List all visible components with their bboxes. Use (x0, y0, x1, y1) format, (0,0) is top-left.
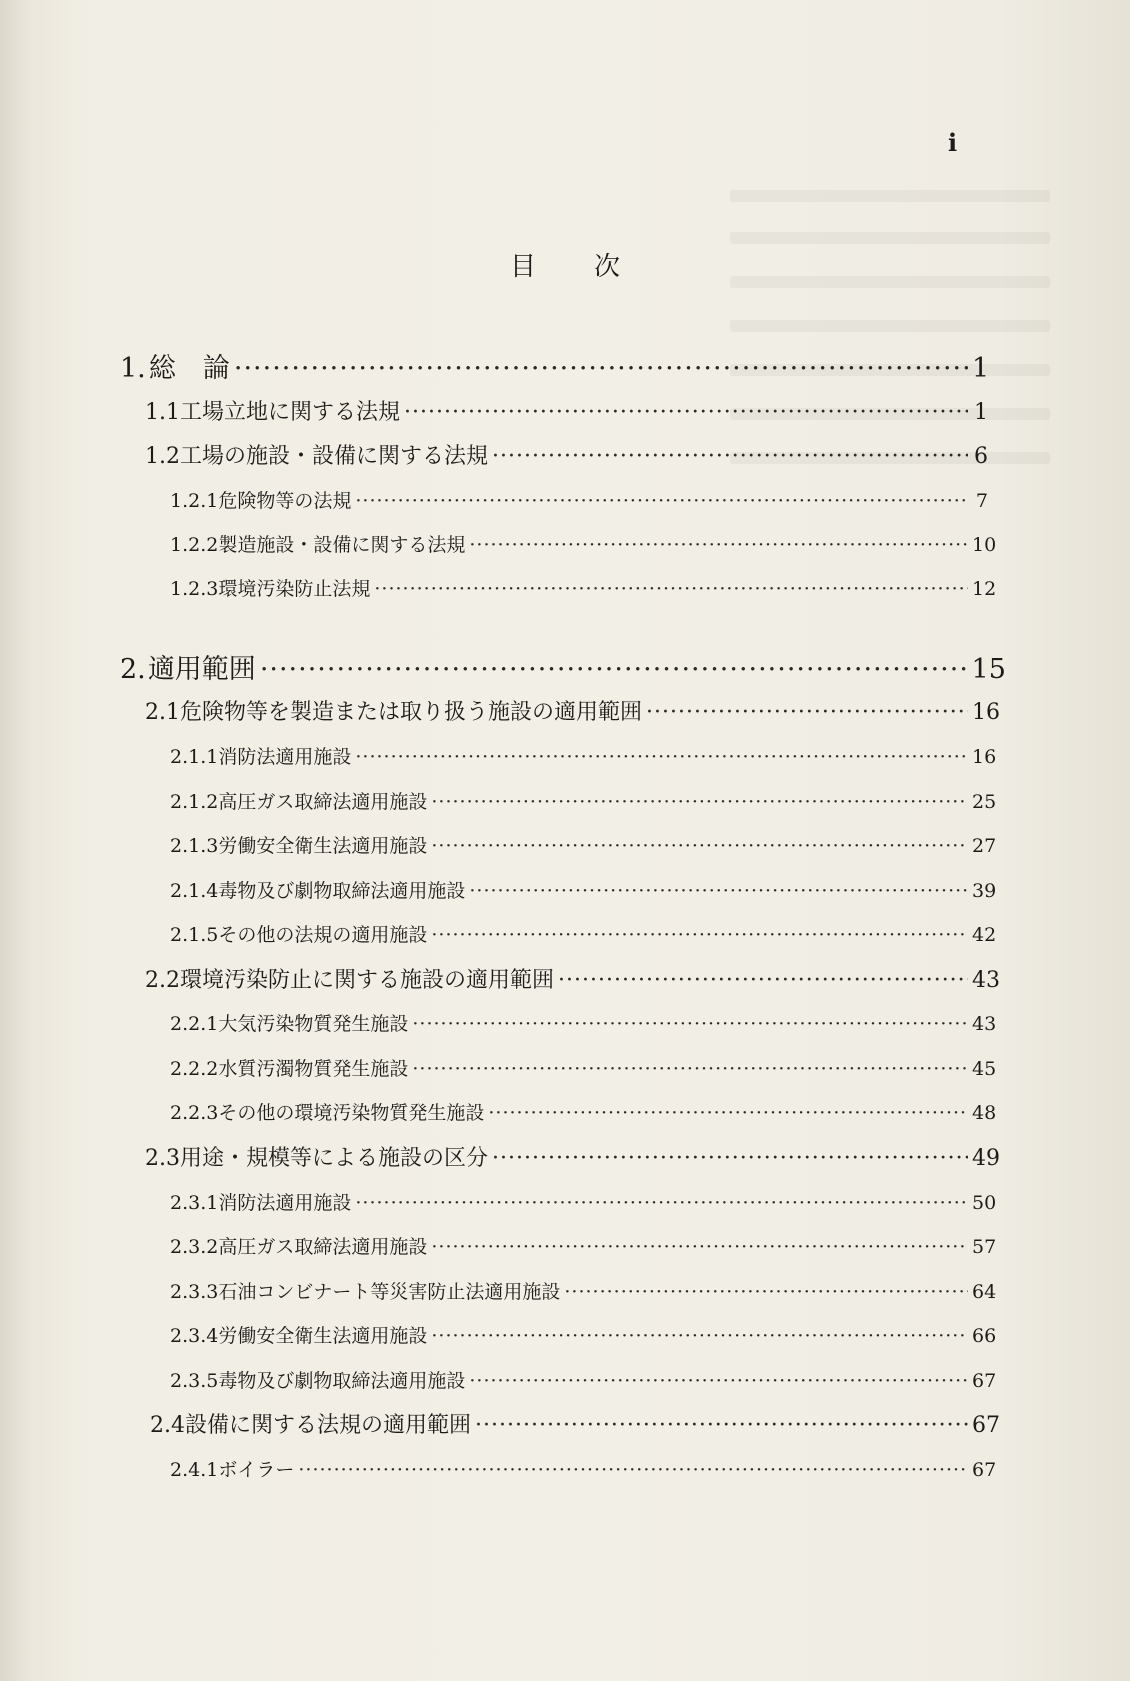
toc-entry[interactable] (145, 1141, 1000, 1172)
toc-entry-page: 42 (972, 924, 997, 946)
dot-leader (412, 1058, 968, 1080)
toc-entry-title: 石油コンビナート等災害防止法適用施設 (218, 1281, 561, 1303)
toc-entry-title: 用途・規模等による施設の区分 (180, 1146, 489, 1171)
dot-leader (355, 490, 968, 512)
toc-entry[interactable] (170, 787, 997, 814)
toc-entry-number: 2.1.2 (170, 791, 219, 813)
toc-entry-number: 1.2.3 (170, 578, 219, 600)
toc-entry-page: 57 (972, 1236, 997, 1258)
toc-entry-number: 1.2.2 (170, 534, 219, 556)
dot-leader (564, 1281, 968, 1303)
toc-entry[interactable] (170, 574, 997, 601)
dot-leader (488, 1102, 968, 1124)
toc-entry-number: 2.4.1 (170, 1459, 219, 1481)
dot-leader (475, 1413, 968, 1438)
dot-leader (558, 968, 968, 993)
dot-leader (374, 578, 968, 600)
toc-entry-page: 48 (972, 1102, 997, 1124)
toc-entry-title: 大気汚染物質発生施設 (218, 1013, 409, 1035)
toc-entry-page: 1 (972, 353, 990, 384)
toc-entry-number: 2.2 (145, 968, 180, 993)
dot-leader (469, 534, 968, 556)
toc-entry-number: 2.3.5 (170, 1370, 219, 1392)
toc-entry-page: 49 (972, 1146, 1000, 1171)
dot-leader (431, 835, 968, 857)
toc-entry-number: 1.1 (145, 400, 180, 425)
toc-entry[interactable] (170, 876, 997, 903)
toc-entry-number: 2.3.1 (170, 1192, 219, 1214)
toc-entry-title: 労働安全衛生法適用施設 (218, 835, 428, 857)
toc-entry-page: 64 (972, 1281, 997, 1303)
toc-entry[interactable] (170, 1277, 997, 1304)
toc-entry[interactable] (170, 1009, 997, 1036)
toc-entry-page: 27 (972, 835, 997, 857)
toc-entry[interactable] (170, 1098, 997, 1125)
toc-entry[interactable] (145, 695, 1000, 726)
toc-entry[interactable] (145, 439, 988, 470)
toc-entry-title: 工場の施設・設備に関する法規 (180, 444, 489, 469)
toc-entry-number: 2.1.1 (170, 746, 219, 768)
toc-entry-page: 25 (972, 791, 997, 813)
toc-entry-title: その他の環境汚染物質発生施設 (218, 1102, 485, 1124)
toc-entry[interactable] (170, 486, 988, 513)
toc-entry[interactable] (170, 1188, 997, 1215)
dot-leader (355, 1192, 968, 1214)
toc-entry-title: 総 論 (148, 353, 230, 384)
toc-entry-title: 危険物等を製造または取り扱う施設の適用範囲 (180, 700, 643, 725)
toc-entry-number: 2.2.3 (170, 1102, 219, 1124)
toc-entry-title: その他の法規の適用施設 (218, 924, 428, 946)
toc-entry[interactable] (170, 742, 997, 769)
toc-entry-title: 水質汚濁物質発生施設 (218, 1058, 409, 1080)
toc-entry[interactable] (150, 1408, 1000, 1439)
toc-entry-page: 12 (972, 578, 997, 600)
dot-leader (404, 400, 968, 425)
toc-entry-title: 高圧ガス取締法適用施設 (218, 1236, 428, 1258)
toc-entry-number: 2.4 (150, 1413, 185, 1438)
toc-entry[interactable] (145, 963, 1000, 994)
toc-entry-title: 危険物等の法規 (218, 490, 352, 512)
dot-leader (492, 1146, 968, 1171)
page-number: i (948, 128, 958, 157)
toc-entry-page: 16 (972, 700, 1000, 725)
toc-entry-number: 2.1.3 (170, 835, 219, 857)
toc-entry-number: 1.2.1 (170, 490, 219, 512)
dot-leader (431, 1236, 968, 1258)
dot-leader (431, 1325, 968, 1347)
dot-leader (469, 1370, 968, 1392)
toc-entry-page: 67 (972, 1413, 1000, 1438)
toc-entry-title: 工場立地に関する法規 (180, 400, 401, 425)
toc-entry[interactable] (170, 1366, 997, 1393)
toc-title: 目次 (509, 252, 678, 282)
toc-entry-page: 7 (975, 490, 988, 512)
toc-entry-title: 環境汚染防止に関する施設の適用範囲 (180, 968, 555, 993)
toc-entry-number: 2.1.5 (170, 924, 219, 946)
toc-entry-number: 1. (120, 353, 146, 384)
dot-leader (431, 924, 968, 946)
toc-entry[interactable] (170, 1455, 997, 1482)
toc-entry-number: 2.3.3 (170, 1281, 219, 1303)
toc-entry-page: 43 (972, 968, 1000, 993)
dot-leader (431, 791, 968, 813)
toc-entry-title: 消防法適用施設 (218, 1192, 352, 1214)
toc-entry-title: 労働安全衛生法適用施設 (218, 1325, 428, 1347)
dot-leader (646, 700, 968, 725)
toc-entry-number: 2.1 (145, 700, 180, 725)
toc-entry[interactable] (170, 1321, 997, 1348)
toc-entry-page: 16 (972, 746, 997, 768)
dot-leader (355, 746, 968, 768)
dot-leader (469, 880, 968, 902)
toc-entry[interactable] (170, 1054, 997, 1081)
toc-entry[interactable] (170, 1232, 997, 1259)
toc-entry-title: ボイラー (218, 1459, 295, 1481)
toc-entry[interactable] (170, 831, 997, 858)
toc-entry-number: 1.2 (145, 444, 180, 469)
toc-entry-title: 毒物及び劇物取締法適用施設 (218, 1370, 466, 1392)
toc-entry-number: 2.3 (145, 1146, 180, 1171)
toc-entry-title: 高圧ガス取締法適用施設 (218, 791, 428, 813)
toc-entry-title: 毒物及び劇物取締法適用施設 (218, 880, 466, 902)
toc-entry-number: 2. (120, 654, 146, 685)
toc-entry[interactable] (145, 395, 988, 426)
toc-entry-title: 環境汚染防止法規 (218, 578, 371, 600)
dot-leader (234, 353, 968, 384)
dot-leader (412, 1013, 968, 1035)
toc-entry-page: 10 (972, 534, 997, 556)
toc-entry-page: 50 (972, 1192, 997, 1214)
toc-entry-number: 2.2.1 (170, 1013, 219, 1035)
toc-entry-title: 消防法適用施設 (218, 746, 352, 768)
toc-entry-page: 67 (972, 1459, 997, 1481)
toc-entry-number: 2.2.2 (170, 1058, 219, 1080)
toc-entry-number: 2.1.4 (170, 880, 219, 902)
toc-entry-page: 43 (972, 1013, 997, 1035)
toc-entry-title: 製造施設・設備に関する法規 (218, 534, 466, 556)
toc-entry-title: 適用範囲 (147, 654, 256, 685)
toc-entry-page: 39 (972, 880, 997, 902)
dot-leader (260, 654, 968, 685)
toc-entry-page: 45 (972, 1058, 997, 1080)
toc-entry-page: 15 (971, 654, 1006, 685)
toc-entry[interactable] (120, 346, 988, 385)
toc-entry-title: 設備に関する法規の適用範囲 (185, 1413, 472, 1438)
dot-leader (492, 444, 968, 469)
toc-entry-page: 1 (974, 400, 988, 425)
toc-entry-number: 2.3.4 (170, 1325, 219, 1347)
dot-leader (298, 1459, 968, 1481)
toc-entry-page: 66 (972, 1325, 997, 1347)
toc-entry[interactable] (170, 920, 997, 947)
toc-entry[interactable] (170, 530, 997, 557)
toc-entry[interactable] (120, 647, 1006, 686)
toc-entry-number: 2.3.2 (170, 1236, 219, 1258)
toc-entry-page: 67 (972, 1370, 997, 1392)
toc-entry-page: 6 (974, 444, 988, 469)
